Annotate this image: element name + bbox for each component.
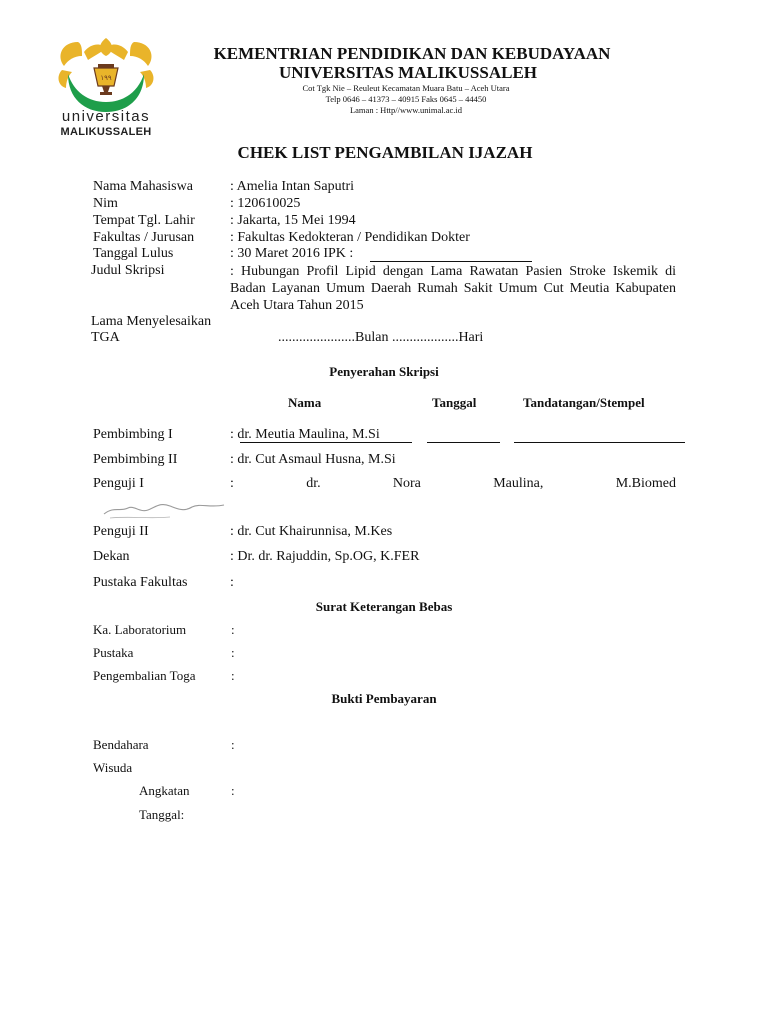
label-penguji-2: Penguji II <box>93 524 149 539</box>
value-ka-laboratorium: : <box>231 622 235 637</box>
label-fakultas: Fakultas / Jurusan <box>93 230 195 245</box>
label-pustaka: Pustaka <box>93 645 134 660</box>
address-line: Cot Tgk Nie – Reuleut Kecamatan Muara Batu – Aceh Utara <box>302 83 510 93</box>
tanggal-blank-line <box>427 442 500 443</box>
label-lama-line1: Lama Menyelesaikan <box>91 314 212 329</box>
label-pustaka-fakultas: Pustaka Fakultas <box>93 575 188 590</box>
ministry-heading: KEMENTRIAN PENDIDIKAN DAN KEBUDAYAAN <box>213 44 611 63</box>
label-ka-laboratorium: Ka. Laboratorium <box>93 622 187 637</box>
value-pengembalian-toga: : <box>231 668 235 683</box>
section-bukti-heading: Bukti Pembayaran <box>331 691 437 706</box>
label-lulus: Tanggal Lulus <box>93 246 174 261</box>
value-judul: : Hubungan Profil Lipid dengan Lama Rawatan Pasien Stroke Iskemik di Badan Layanan Umum Daerah Rumah Sakit Umum Cut Meutia Kabupaten Aceh Utara Tahun 2015 <box>230 264 676 313</box>
value-penguji-2: : dr. Cut Khairunnisa, M.Kes <box>230 524 393 539</box>
signature-blank-line <box>514 442 685 443</box>
name-underline <box>240 442 412 443</box>
section-surat-heading: Surat Keterangan Bebas <box>315 599 453 614</box>
label-pembimbing-1: Pembimbing I <box>93 427 173 442</box>
value-angkatan: : <box>231 783 235 798</box>
emblem-glyph: ۱۹۹ <box>100 74 112 82</box>
document-title: CHEK LIST PENGAMBILAN IJAZAH <box>237 143 533 162</box>
value-lama: ......................Bulan ...................Hari <box>278 330 484 345</box>
value-nim: : 120610025 <box>230 196 301 211</box>
value-dekan: : Dr. dr. Rajuddin, Sp.OG, K.FER <box>230 549 420 564</box>
penguji-1-part: M.Biomed <box>615 476 676 491</box>
label-wisuda: Wisuda <box>93 760 133 775</box>
label-penguji-1: Penguji I <box>93 476 144 491</box>
logo-text-malikussaleh: MALIKUSSALEH <box>60 126 152 138</box>
penguji-1-part: Nora <box>392 476 421 491</box>
phone-line: Telp 0646 – 41373 – 40915 Faks 0645 – 44450 <box>325 94 487 104</box>
value-bendahara: : <box>231 737 235 752</box>
label-nim: Nim <box>93 196 118 211</box>
value-pustaka: : <box>231 645 235 660</box>
label-lama-line2: TGA <box>91 330 120 345</box>
column-tandatangan: Tandatangan/Stempel <box>523 395 645 410</box>
value-penguji-1 <box>230 476 676 492</box>
label-pembimbing-2: Pembimbing II <box>93 452 178 467</box>
column-tanggal: Tanggal <box>432 395 477 410</box>
website-line: Laman : Http//www.unimal.ac.id <box>349 105 463 115</box>
label-judul: Judul Skripsi <box>91 263 165 278</box>
university-heading: UNIVERSITAS MALIKUSSALEH <box>278 63 538 82</box>
label-ttl: Tempat Tgl. Lahir <box>93 213 195 228</box>
ipk-blank-line <box>370 261 532 262</box>
value-ttl: : Jakarta, 15 Mei 1994 <box>230 213 356 228</box>
label-angkatan: Angkatan <box>139 783 190 798</box>
label-pengembalian-toga: Pengembalian Toga <box>93 668 196 683</box>
label-bendahara: Bendahara <box>93 737 149 752</box>
penguji-1-part: Maulina, <box>493 476 544 491</box>
logo-text-universitas: universitas <box>61 108 151 125</box>
penguji-1-colon: : <box>230 476 234 491</box>
value-nama: : Amelia Intan Saputri <box>230 179 355 194</box>
value-pustaka-fakultas: : <box>230 575 234 590</box>
label-dekan: Dekan <box>93 549 130 564</box>
section-penyerahan-heading: Penyerahan Skripsi <box>329 364 439 379</box>
value-pembimbing-1: : dr. Meutia Maulina, M.Si <box>230 427 380 442</box>
value-pembimbing-2: : dr. Cut Asmaul Husna, M.Si <box>230 452 396 467</box>
value-lulus: : 30 Maret 2016 IPK : <box>230 246 354 261</box>
label-nama: Nama Mahasiswa <box>93 179 193 194</box>
handwritten-signature <box>100 496 240 522</box>
penguji-1-part: dr. <box>306 476 321 491</box>
value-fakultas: : Fakultas Kedokteran / Pendidikan Dokter <box>230 230 470 245</box>
column-nama: Nama <box>288 395 322 410</box>
label-tanggal: Tanggal: <box>139 807 185 822</box>
